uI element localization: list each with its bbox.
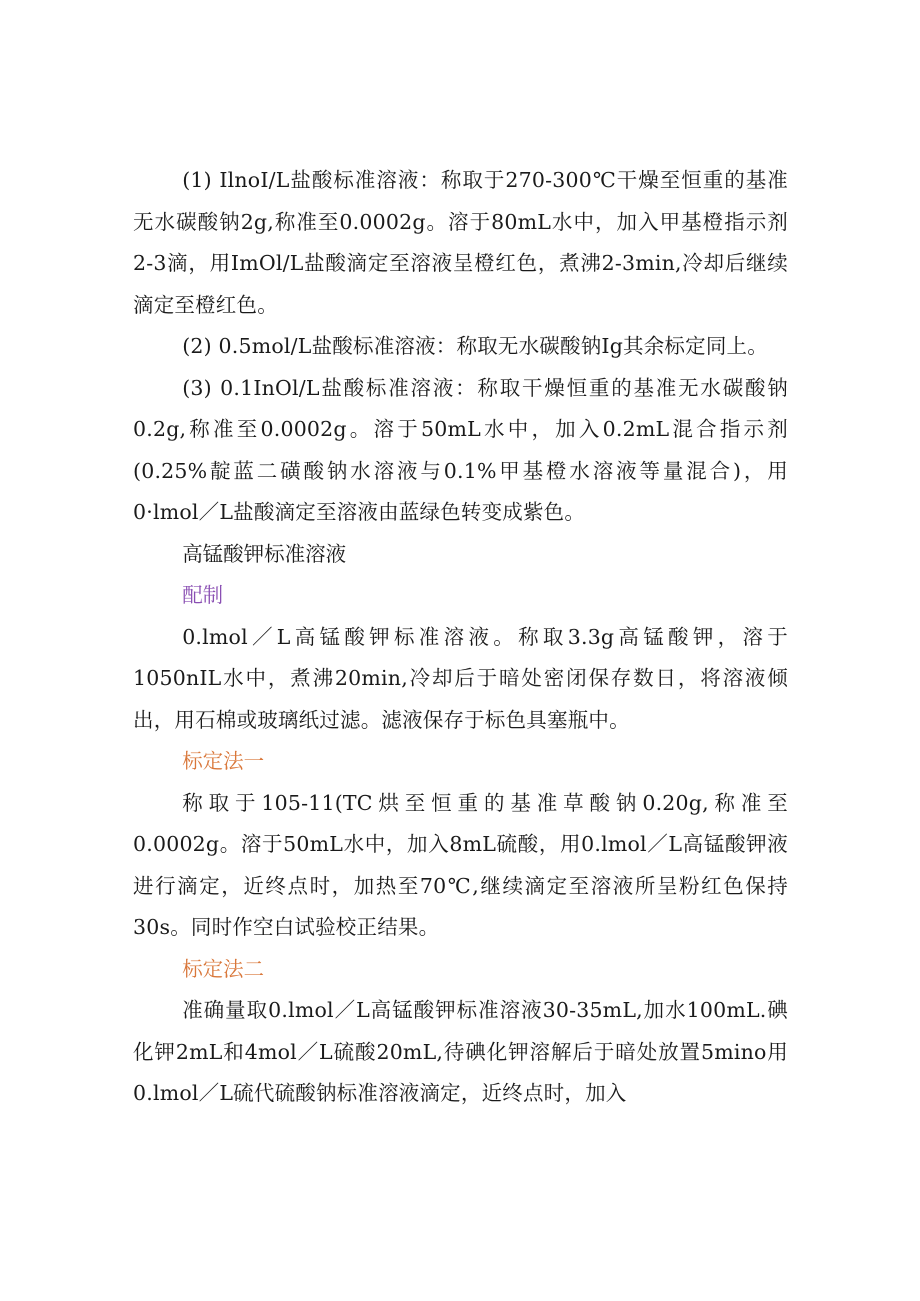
subheading-method-2: 标定法二: [182, 956, 265, 981]
paragraph-kmno4-preparation: 0.lmol／L高锰酸钾标准溶液。称取3.3g高锰酸钾，溶于1050nIL水中，煮沸20min,冷却后于暗处密闭保存数日，将溶液倾出，用石棉或玻璃纸过滤。滤液保存于标色具塞瓶中。: [133, 624, 788, 732]
paragraph-0-1n-hcl: (3) 0.1InOl/L盐酸标准溶液：称取干燥恒重的基准无水碳酸钠0.2g,称准至0.0002g。溶于50mL水中，加入0.2mL混合指示剂(0.25%靛蓝二磺酸钠水溶液与0.1%甲基橙水溶液等量混合)，用0·lmol／L盐酸滴定至溶液由蓝绿色转变成紫色。: [133, 375, 788, 524]
document-page: [133, 160, 788, 1115]
paragraph-1n-hcl: (1) IlnoI/L盐酸标准溶液：称取于270-300℃干燥至恒重的基准无水碳酸钠2g,称准至0.0002g。溶于80mL水中，加入甲基橙指示剂2-3滴，用ImOl/L盐酸滴定至溶液呈橙红色，煮沸2-3min,冷却后继续滴定至橙红色。: [133, 168, 788, 317]
paragraph-0-5n-hcl: (2) 0.5mol/L盐酸标准溶液：称取无水碳酸钠Ig其余标定同上。: [182, 334, 768, 358]
paragraph-method-1: 称取于105-11(TC烘至恒重的基准草酸钠0.20g,称准至0.0002g。溶于50mL水中，加入8mL硫酸，用0.lmol／L高锰酸钾液进行滴定，近终点时，加热至70℃,继续滴定至溶液所呈粉红色保持30s。同时作空白试验校正结果。: [133, 790, 788, 939]
paragraph-method-2: 准确量取0.lmol／L高锰酸钾标准溶液30-35mL,加水100mL.碘化钾2mL和4mol／L硫酸20mL,待碘化钾溶解后于暗处放置5mino用0.lmol／L硫代硫酸钠标准溶液滴定，近终点时，加入: [133, 998, 788, 1105]
section-heading-kmno4: 高锰酸钾标准溶液: [182, 541, 347, 566]
subheading-preparation: 配制: [182, 583, 224, 607]
subheading-method-1: 标定法一: [182, 749, 265, 773]
